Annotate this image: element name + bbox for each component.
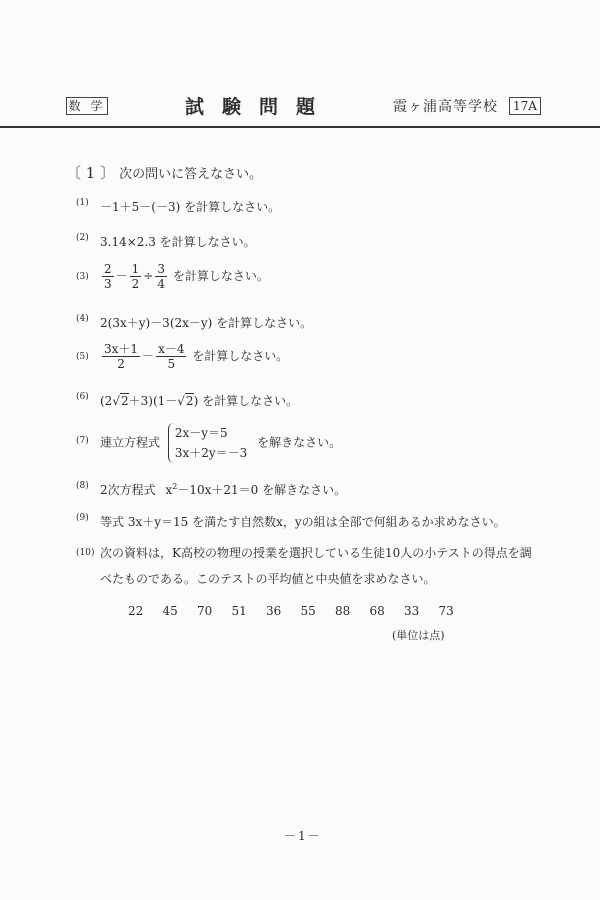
score-value: 70 xyxy=(197,604,213,618)
unit-note: (単位は点) xyxy=(392,629,445,642)
equation-label: 2次方程式 xyxy=(100,483,156,497)
question-tail: を解きなさい。 xyxy=(257,435,342,450)
question-number: (7) xyxy=(76,436,89,446)
equation-system xyxy=(168,423,247,463)
fraction xyxy=(155,262,167,291)
numerator: 3x＋1 xyxy=(104,342,139,356)
section-heading xyxy=(66,162,262,183)
question-expression xyxy=(100,262,269,291)
section-instruction: 次の問いに答えなさい。 xyxy=(119,167,263,182)
question-number: (2) xyxy=(76,233,89,243)
score-value: 68 xyxy=(369,604,385,618)
expression-part: ＋3)(1－ xyxy=(128,394,178,408)
denominator: 3 xyxy=(104,277,112,291)
fraction xyxy=(102,262,114,291)
question-number: (5) xyxy=(76,352,89,362)
operator: － xyxy=(142,349,155,363)
question-tail: を計算しなさい。 xyxy=(192,349,289,363)
question-text: 次の資料は，K高校の物理の授業を選択している生徒10人の小テストの得点を調べたものである。このテストの平均値と中央値を求めなさい。 xyxy=(100,546,532,586)
page-title: 試験問題 xyxy=(185,96,334,118)
fraction xyxy=(130,262,142,291)
score-value: 55 xyxy=(300,604,316,618)
page-number: －1－ xyxy=(284,829,322,843)
numerator: 3 xyxy=(157,262,165,276)
question-expression xyxy=(100,481,346,498)
header-divider xyxy=(0,126,600,128)
question-tail: を解きなさい。 xyxy=(262,483,347,497)
denominator: 5 xyxy=(167,357,176,371)
question-number: (10) xyxy=(76,548,95,558)
radicand: 2 xyxy=(185,394,194,408)
question-expression xyxy=(100,423,341,463)
question-number: (1) xyxy=(76,198,89,208)
question-text: 等式 3x＋y＝15 を満たす自然数x，yの組は全部で何組あるか求めなさい。 xyxy=(100,515,506,529)
equation-label: 連立方程式 xyxy=(100,435,161,450)
denominator: 2 xyxy=(131,277,140,291)
question-number: (8) xyxy=(76,481,89,491)
question-tail: を計算しなさい。 xyxy=(172,269,269,283)
equation-1: 2x－y＝5 xyxy=(174,426,228,440)
question-number: (9) xyxy=(76,513,89,523)
score-value: 36 xyxy=(266,604,282,618)
score-value: 33 xyxy=(404,604,420,618)
equation-rest: －10x＋21＝0 xyxy=(177,483,259,497)
expression-part: (2 xyxy=(100,394,113,408)
score-value: 88 xyxy=(335,604,351,618)
score-value: 22 xyxy=(128,604,144,618)
question-text: －1＋5－(－3) を計算しなさい。 xyxy=(100,200,281,214)
operator: － xyxy=(115,269,128,283)
question-text: 3.14×2.3 を計算しなさい。 xyxy=(100,235,256,249)
question-number: (6) xyxy=(76,392,89,402)
radicand: 2 xyxy=(120,394,129,408)
exam-code: 17A xyxy=(509,97,541,115)
expression-part: ) xyxy=(193,394,199,408)
question-number: (4) xyxy=(76,314,89,324)
denominator: 4 xyxy=(157,277,165,291)
sqrt-symbol: √ xyxy=(112,394,120,408)
denominator: 2 xyxy=(117,357,125,371)
question-expression xyxy=(100,392,298,409)
score-value: 51 xyxy=(231,604,247,618)
fraction xyxy=(102,342,140,371)
subject-label: 数 学 xyxy=(66,97,108,115)
score-value: 45 xyxy=(162,604,178,618)
fraction xyxy=(156,342,186,371)
numerator: 2 xyxy=(104,262,112,276)
operator: ÷ xyxy=(143,269,154,283)
equation-variable: x xyxy=(165,483,173,497)
school-name: 霞ヶ浦高等学校 xyxy=(393,99,498,115)
equation-2: 3x＋2y＝－3 xyxy=(174,446,248,460)
question-text: 2(3x＋y)－3(2x－y) を計算しなさい。 xyxy=(100,316,313,330)
question-tail: を計算しなさい。 xyxy=(202,394,299,408)
numerator: 1 xyxy=(131,262,140,276)
question-expression xyxy=(100,342,288,371)
score-value: 73 xyxy=(438,604,454,618)
score-data xyxy=(128,604,473,618)
numerator: x－4 xyxy=(158,342,185,356)
question-number: (3) xyxy=(76,272,89,282)
section-number: 〔 1 〕 xyxy=(66,164,116,182)
exponent: 2 xyxy=(172,482,178,491)
sqrt-symbol: √ xyxy=(177,394,185,408)
